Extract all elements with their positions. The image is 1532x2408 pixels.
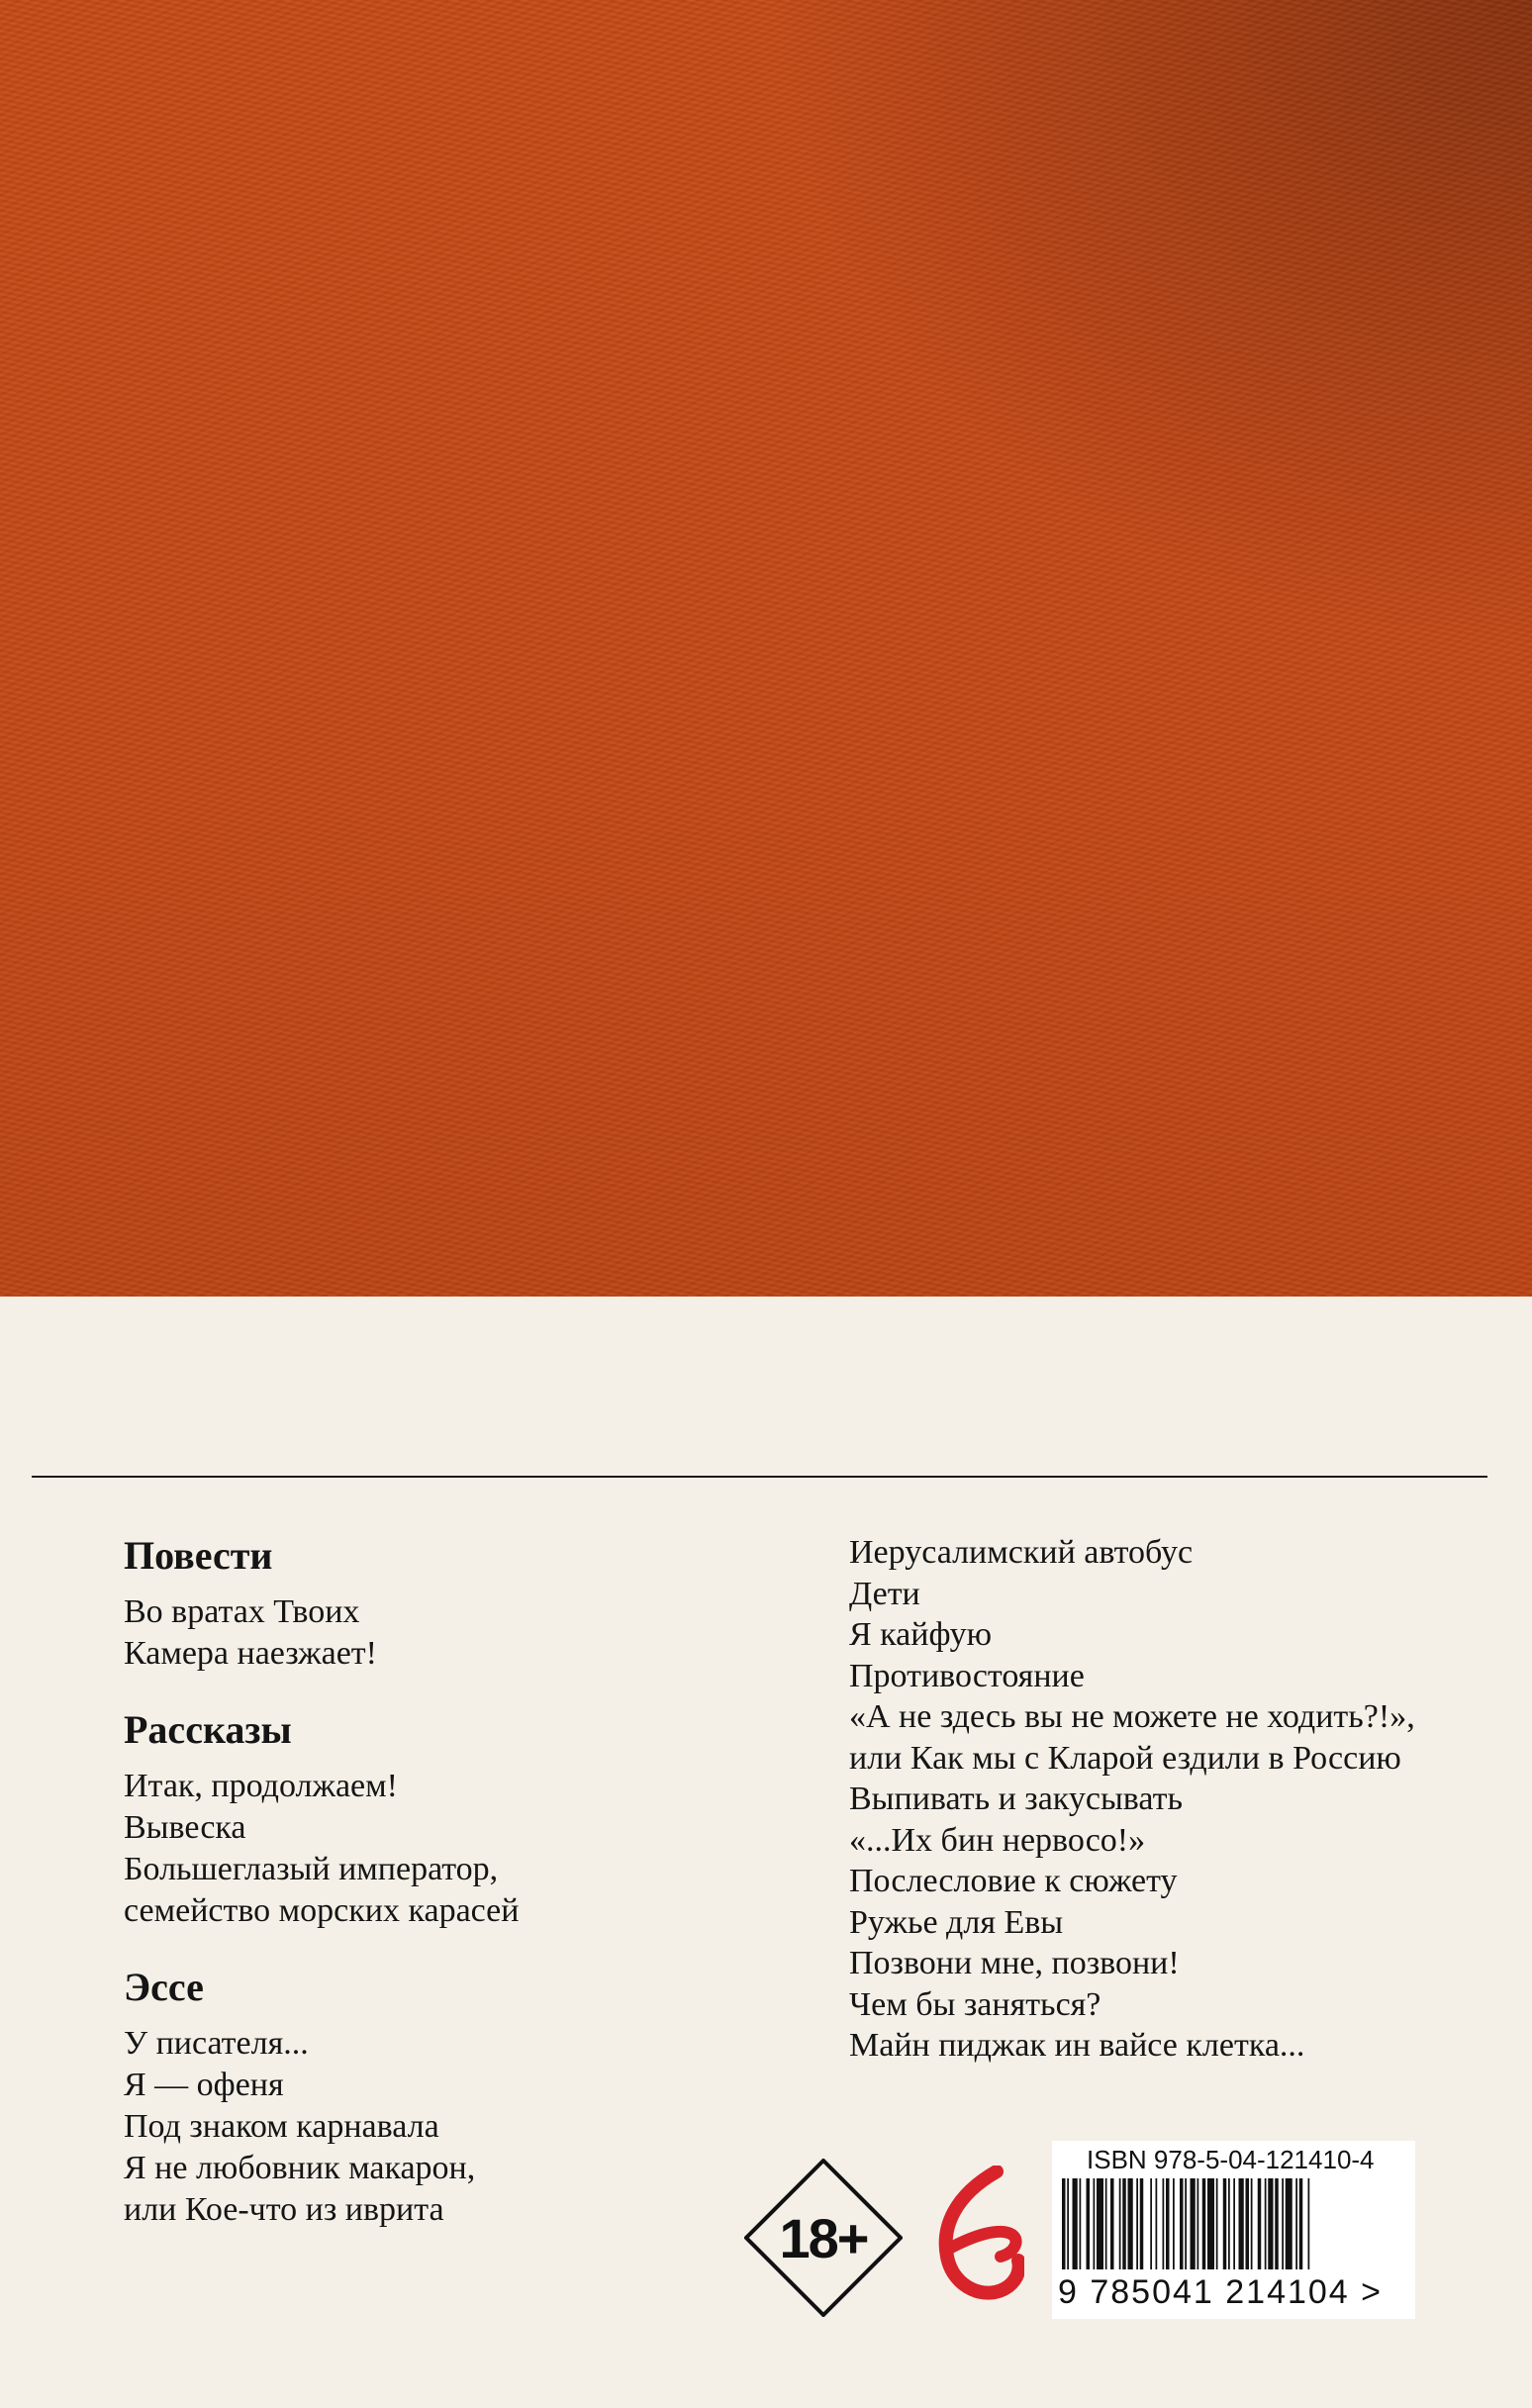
list-item: Под знаком карнавала xyxy=(124,2108,439,2145)
list-item: «...Их бин нервосо!» xyxy=(849,1821,1146,1859)
barcode-bar xyxy=(1105,2178,1107,2269)
barcode-bar xyxy=(1191,2178,1196,2269)
barcode-bar xyxy=(1308,2178,1310,2269)
barcode-bar xyxy=(1197,2178,1199,2269)
list-item: У писателя... xyxy=(124,2025,309,2062)
barcode-bar xyxy=(1156,2178,1158,2269)
list-item: Майн пиджак ин вайсе клетка... xyxy=(849,2027,1305,2064)
barcode-bar xyxy=(1140,2178,1144,2269)
list-item: Выпивать и закусывать xyxy=(849,1781,1183,1817)
barcode-bar xyxy=(1239,2178,1244,2269)
list-item: Я — офеня xyxy=(124,2067,284,2103)
barcode-bar xyxy=(1275,2178,1279,2269)
section-essays xyxy=(124,1964,737,2231)
barcode-bars-icon xyxy=(1062,2178,1398,2269)
section-title: Рассказы xyxy=(124,1707,292,1752)
barcode-bar xyxy=(1087,2178,1091,2269)
barcode-bar xyxy=(1150,2178,1152,2269)
barcode-bar xyxy=(1173,2178,1175,2269)
barcode-bar xyxy=(1286,2178,1293,2269)
barcode-bar xyxy=(1251,2178,1253,2269)
barcode-bar xyxy=(1233,2178,1235,2269)
barcode-bar xyxy=(1299,2178,1303,2269)
list-item: «А не здесь вы не можете не ходить?!», xyxy=(849,1698,1415,1735)
age-rating-text: 18+ xyxy=(779,2206,868,2269)
barcode-bar xyxy=(1136,2178,1138,2269)
barcode-bar xyxy=(1128,2178,1133,2269)
list-item: Иерусалимский автобус xyxy=(849,1534,1194,1571)
list-item: Итак, продолжаем! xyxy=(124,1768,398,1804)
barcode-bar xyxy=(1080,2178,1082,2269)
barcode-bar xyxy=(1166,2178,1170,2269)
list-item: или Кое-что из иврита xyxy=(124,2191,444,2228)
section-title: Повести xyxy=(124,1533,273,1578)
barcode-bar xyxy=(1119,2178,1121,2269)
barcode-bar xyxy=(1216,2178,1218,2269)
list-item: Я кайфую xyxy=(849,1616,993,1653)
list-item: Во вратах Твоих xyxy=(124,1593,360,1630)
eksmo-logo-icon xyxy=(935,2166,1024,2304)
list-item: Вывеска xyxy=(124,1809,246,1846)
section-title: Эссе xyxy=(124,1965,204,2009)
barcode-bar xyxy=(1265,2178,1267,2269)
list-item: Я не любовник макарон, xyxy=(124,2150,476,2186)
barcode-label xyxy=(1052,2141,1415,2319)
barcode-bar xyxy=(1202,2178,1206,2269)
barcode-bar xyxy=(1097,2178,1103,2269)
barcode-bar xyxy=(1223,2178,1227,2269)
barcode-bar xyxy=(1163,2178,1165,2269)
barcode-bar xyxy=(1228,2178,1230,2269)
barcode-bar xyxy=(1207,2178,1214,2269)
list-item: Противостояние xyxy=(849,1657,1085,1694)
barcode-bar xyxy=(1185,2178,1187,2269)
section-novellas xyxy=(124,1532,737,1675)
barcode-bar xyxy=(1295,2178,1297,2269)
list-item: Позвони мне, позвони! xyxy=(849,1945,1180,1981)
isbn-text: ISBN 978-5-04-121410-4 xyxy=(1087,2145,1375,2174)
list-item: Камера наезжает! xyxy=(124,1635,377,1672)
barcode-bar xyxy=(1073,2178,1078,2269)
barcode-bar xyxy=(1094,2178,1096,2269)
list-item: семейство морских карасей xyxy=(124,1892,520,1929)
list-item: Послесловие к сюжету xyxy=(849,1863,1178,1899)
list-item: Чем бы заняться? xyxy=(849,1985,1101,2023)
list-item: или Как мы с Кларой ездили в Россию xyxy=(849,1739,1401,1777)
contents-left-column xyxy=(124,1532,737,2263)
barcode-digits: 9 785041 214104 > xyxy=(1058,2273,1384,2311)
barcode-bar xyxy=(1258,2178,1262,2269)
contents-right-column xyxy=(849,1532,1502,2067)
barcode-bar xyxy=(1268,2178,1273,2269)
barcode-bar xyxy=(1110,2178,1114,2269)
barcode-bar xyxy=(1062,2178,1066,2269)
age-rating-badge xyxy=(744,2159,903,2317)
divider-line xyxy=(32,1476,1487,1478)
list-item: Большеглазый император, xyxy=(124,1851,499,1887)
barcode-bar xyxy=(1180,2178,1184,2269)
barcode-bar xyxy=(1282,2178,1284,2269)
barcode-bar xyxy=(1122,2178,1126,2269)
barcode-bar xyxy=(1246,2178,1250,2269)
barcode-bar xyxy=(1067,2178,1069,2269)
section-stories xyxy=(124,1706,737,1932)
list-item: Ружье для Евы xyxy=(849,1903,1064,1941)
list-item: Дети xyxy=(849,1575,920,1612)
